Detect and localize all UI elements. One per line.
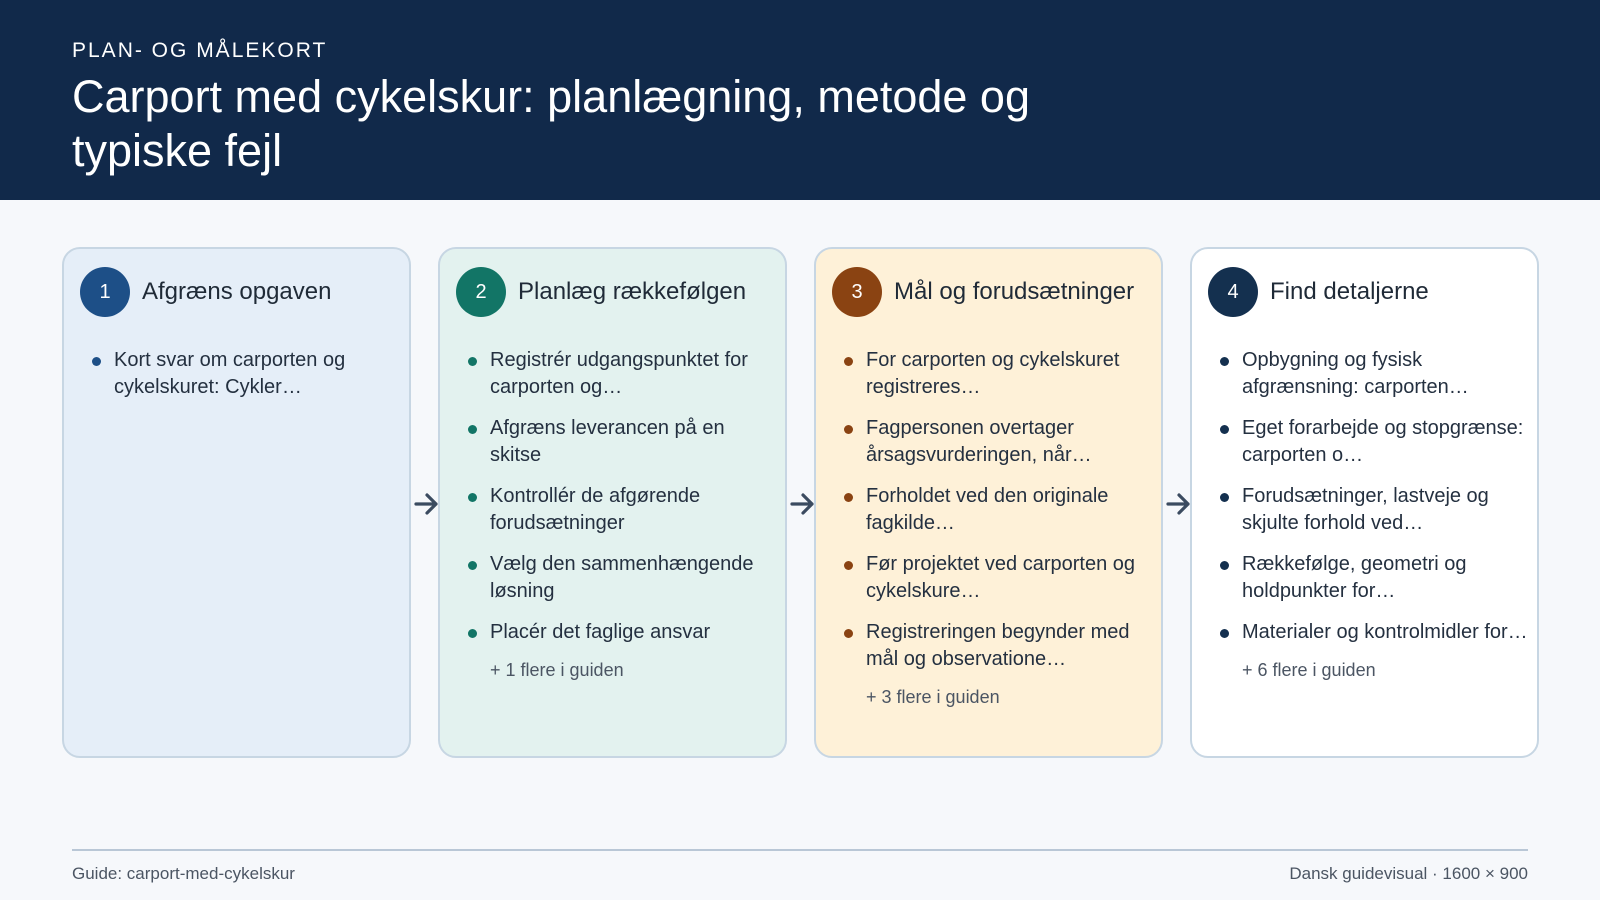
list-item-text: Rækkefølge, geometri og holdpunkter for… [1242,553,1467,602]
step-item-list [456,347,769,646]
bullet-icon [1220,425,1229,434]
list-item [1218,551,1528,605]
more-in-guide-link[interactable]: + 3 flere i guiden [866,687,1000,707]
list-item-text: Fagpersonen overtager årsagsvurderingen, når… [866,417,1092,466]
bullet-icon [468,629,477,638]
list-item [1218,483,1528,537]
list-item-text: Kontrollér de afgørende forudsætninger [490,485,701,534]
step-number-badge: 4 [1208,267,1258,317]
step-card-1 [62,247,411,758]
step-card-2 [438,247,787,758]
list-item [842,619,1152,673]
bullet-icon [844,357,853,366]
list-item [842,551,1152,605]
bullet-icon [844,425,853,434]
bullet-icon [1220,493,1229,502]
step-title: Afgræns opgaven [142,278,332,305]
bullet-icon [844,561,853,570]
arrow-right-icon [788,488,818,520]
bullet-icon [468,357,477,366]
list-item-text: Opbygning og fysisk afgrænsning: carporten… [1242,349,1469,398]
list-item-text: Afgræns leverancen på en skitse [490,417,725,466]
list-item-text: Vælg den sammenhængende løsning [490,553,754,602]
list-item [842,415,1152,469]
bullet-icon [1220,561,1229,570]
bullet-icon [468,425,477,434]
step-title: Mål og forudsætninger [894,278,1135,305]
step-item-list [1208,347,1528,646]
step-header [832,267,1145,317]
step-card-4 [1190,247,1539,758]
footer-divider [72,849,1528,851]
list-item [1218,619,1528,646]
list-item-text: Eget forarbejde og stopgrænse: carporten o… [1242,417,1524,466]
bullet-icon [844,493,853,502]
arrow-right-icon [1164,488,1194,520]
list-item-text: Før projektet ved carporten og cykelskure… [866,553,1136,602]
list-item [842,347,1152,401]
list-item-text: Forudsætninger, lastveje og skjulte forhold ved… [1242,485,1489,534]
step-number-badge: 2 [456,267,506,317]
list-item-text: Materialer og kontrolmidler for… [1242,621,1528,643]
page-title: Carport med cykelskur: planlægning, metode og typiske fejl [72,71,1030,176]
list-item-text: Kort svar om carporten og cykelskuret: Cykler… [114,349,346,398]
list-item [90,347,400,401]
bullet-icon [92,357,101,366]
step-header [1208,267,1521,317]
step-number-badge: 3 [832,267,882,317]
list-item-text: For carporten og cykelskuret registreres… [866,349,1120,398]
step-title: Planlæg rækkefølgen [518,278,747,305]
bullet-icon [844,629,853,638]
footer-guide-label: Guide: carport-med-cykelskur [72,864,295,883]
list-item [466,347,776,401]
step-title: Find detaljerne [1270,278,1429,305]
list-item [466,619,776,646]
bullet-icon [1220,629,1229,638]
list-item [466,551,776,605]
list-item [466,483,776,537]
step-number-badge: 1 [80,267,130,317]
list-item-text: Registreringen begynder med mål og observatione… [866,621,1130,670]
step-header [456,267,769,317]
eyebrow-label: PLAN- OG MÅLEKORT [72,39,328,62]
more-in-guide-link[interactable]: + 6 flere i guiden [1242,660,1376,680]
bullet-icon [468,561,477,570]
list-item [842,483,1152,537]
step-item-list [80,347,393,401]
step-item-list [832,347,1145,673]
list-item [466,415,776,469]
bullet-icon [1220,357,1229,366]
more-in-guide-link[interactable]: + 1 flere i guiden [490,660,624,680]
list-item [1218,347,1528,401]
page-header [0,0,1600,200]
list-item-text: Forholdet ved den originale fagkilde… [866,485,1109,534]
bullet-icon [468,493,477,502]
list-item-text: Registrér udgangspunktet for carporten og… [490,349,748,398]
footer-credit: Dansk guidevisual · 1600 × 900 [1289,864,1528,883]
step-header [80,267,393,317]
step-card-3 [814,247,1163,758]
arrow-right-icon [412,488,442,520]
list-item [1218,415,1528,469]
list-item-text: Placér det faglige ansvar [490,621,711,643]
